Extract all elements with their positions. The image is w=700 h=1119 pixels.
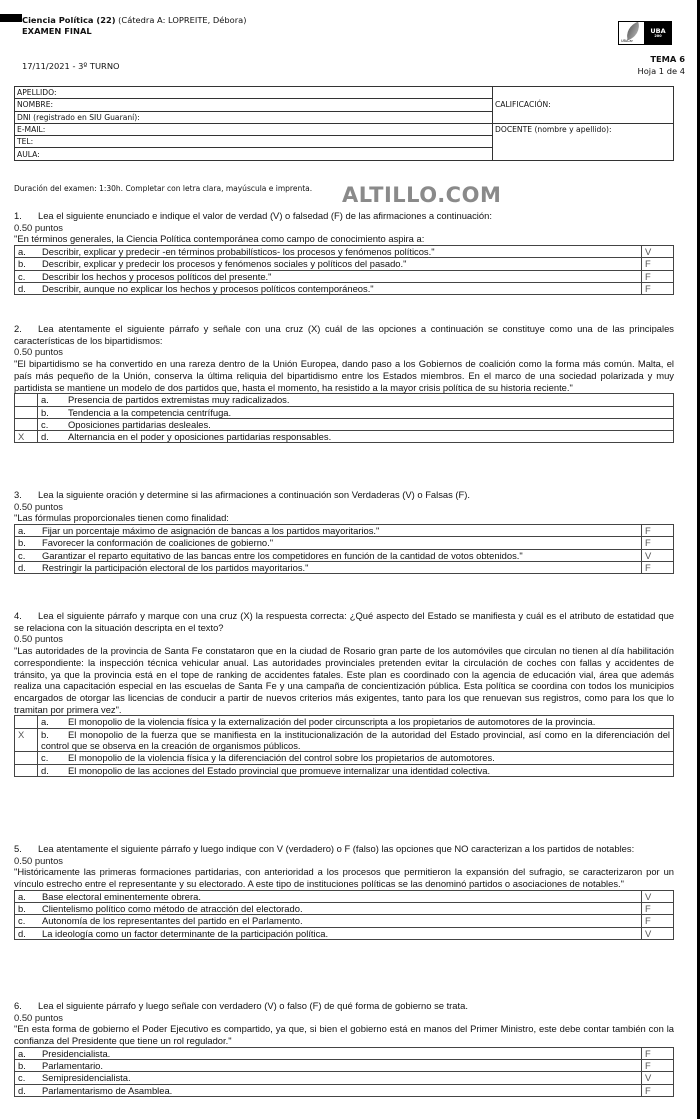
uba-200-badge: UBA 200 (645, 22, 671, 44)
answer-cell[interactable]: F (642, 915, 674, 927)
mark-cell[interactable] (15, 418, 38, 430)
answer-cell[interactable]: V (642, 890, 674, 902)
answer-cell[interactable]: F (642, 525, 674, 537)
question-passage: "En términos generales, la Ciencia Política contemporánea como campo de conocimiento aspira a: (14, 233, 425, 245)
option-row: c. Autonomía de los representantes del partido en el Parlamento. F (15, 915, 674, 927)
uba-logo (618, 21, 672, 45)
option-row: d. Describir, aunque no explicar los hechos y procesos políticos contemporáneos." F (15, 283, 674, 295)
mark-cell[interactable]: X (15, 728, 38, 752)
question-points: 0.50 puntos (14, 1011, 63, 1023)
page-count: Hoja 1 de 4 (637, 66, 685, 76)
question-points: 0.50 puntos (14, 221, 63, 233)
option-row: a. Presencia de partidos extremistas muy radicalizados. (15, 394, 674, 406)
field-tel[interactable]: TEL: (15, 136, 493, 148)
question-prompt: 6. Lea el siguiente párrafo y luego señale con verdadero (V) o falso (F) de qué forma de gobierno se trata. (14, 1000, 468, 1011)
question-prompt: 1. Lea el siguiente enunciado e indique el valor de verdad (V) o falsedad (F) de las afirmaciones a continuación: (14, 210, 492, 221)
option-row: a. Base electoral eminentemente obrera. V (15, 890, 674, 902)
option-row: c. Oposiciones partidarias desleales. (15, 418, 674, 430)
field-nombre[interactable]: NOMBRE: (15, 99, 493, 111)
student-info-form (14, 86, 674, 161)
mark-cell[interactable] (15, 764, 38, 776)
option-row: b. Clientelismo político como método de atracción del electorado. F (15, 903, 674, 915)
option-row: a. Presidencialista. F (15, 1047, 674, 1059)
option-row: d. El monopolio de las acciones del Estado provincial que promueve internalizar una identidad colectiva. (15, 764, 674, 776)
field-aula[interactable]: AULA: (15, 148, 493, 160)
question-1 (14, 210, 674, 295)
option-row: a. Describir, explicar y predecir -en términos probabilísticos- los procesos y fenómenos políticos." V (15, 246, 674, 258)
question-points: 0.50 puntos (14, 633, 63, 645)
mark-cell[interactable] (15, 394, 38, 406)
question-points: 0.50 puntos (14, 854, 63, 866)
question-6 (14, 1000, 674, 1097)
exam-title: EXAMEN FINAL (22, 26, 92, 36)
answer-cell[interactable]: F (642, 258, 674, 270)
answer-cell[interactable]: V (642, 549, 674, 561)
options-table (14, 524, 674, 574)
question-passage: "Las autoridades de la provincia de Santa Fe constataron que en la ciudad de Rosario gran parte de los automóviles que circulan no tienen al día habilitación correspondiente: la inspección técnica vehicular anual. Las autoridades provinciales pretenden evitar la circulación de coches con fallas y accidentes de tránsito, ya que la provincia está en el tope de ranking de accidentes fatales. Este plan es coordinado con la agencia de educación vial, área que además realiza una capacitación especial en las escuelas de Santa Fe y una campaña de concientización pública. Esta política se coordina con todos los municipios encargados de otorgar las licencias de conducir a partir de nuevos criterios más exigentes, tanto para los que renuevan sus registros, como para los que lo tramitan por primera vez". (14, 645, 674, 715)
course-chair: (Cátedra A: LOPREITE, Débora) (115, 15, 247, 25)
option-row: c. Garantizar el reparto equitativo de las bancas entre los competidores en función de la cantidad de votos obtenidos." V (15, 549, 674, 561)
question-passage: "Históricamente las primeras formaciones partidarias, con anterioridad a los procesos que permitieron la expansión del sufragio, se caracterizaron por un vínculo estrecho entre el representante y su electorado. A este tipo de instituciones políticas se las denominó partidos o asociaciones de notables." (14, 866, 674, 890)
option-row: d. Restringir la participación electoral de los partidos mayoritarios." F (15, 562, 674, 574)
answer-cell[interactable]: F (642, 562, 674, 574)
options-table (14, 245, 674, 295)
answer-cell[interactable]: V (642, 246, 674, 258)
options-table (14, 1047, 674, 1097)
answer-cell[interactable]: F (642, 1060, 674, 1072)
option-row: a. Fijar un porcentaje máximo de asignación de bancas a los partidos mayoritarios." F (15, 525, 674, 537)
mark-cell[interactable] (15, 406, 38, 418)
option-row: b. Tendencia a la competencia centrífuga. (15, 406, 674, 418)
answer-cell[interactable]: V (642, 927, 674, 939)
field-email[interactable]: E-MAIL: (15, 123, 493, 135)
options-table (14, 715, 674, 776)
option-row: c. Describir los hechos y procesos políticos del presente." F (15, 270, 674, 282)
option-row: c. Semipresidencialista. V (15, 1072, 674, 1084)
question-prompt: 5. Lea atentamente el siguiente párrafo y luego indique con V (verdadero) o F (falso) las opciones que NO caracterizan a los partidos de notables: (14, 843, 635, 854)
exam-date-turn: 17/11/2021 - 3º TURNO (22, 61, 120, 71)
option-row: c. El monopolio de la violencia física y la diferenciación del control sobre los propietarios de automotores. (15, 752, 674, 764)
leaf-icon: UBA.ar (619, 22, 645, 44)
tema-label: TEMA 6 (650, 54, 685, 64)
answer-cell[interactable]: F (642, 537, 674, 549)
mark-cell[interactable] (15, 752, 38, 764)
watermark: ALTILLO.COM (342, 183, 502, 207)
question-points: 0.50 puntos (14, 346, 63, 358)
question-passage: "En esta forma de gobierno el Poder Ejecutivo es compartido, ya que, si bien el gobierno está en manos del Primer Ministro, este debe contar también con la confianza del Presidente que tiene un rol regulador." (14, 1023, 674, 1047)
field-calificacion[interactable]: CALIFICACIÓN: (493, 87, 674, 124)
answer-cell[interactable]: F (642, 283, 674, 295)
answer-cell[interactable]: F (642, 1047, 674, 1059)
question-points: 0.50 puntos (14, 500, 63, 512)
options-table (14, 393, 674, 443)
course-title (22, 15, 246, 25)
field-dni[interactable]: DNI (registrado en SIU Guaraní): (15, 111, 493, 123)
question-prompt: 4. Lea el siguiente párrafo y marque con una cruz (X) la respuesta correcta: ¿Qué aspecto del Estado se manifiesta y cuál es el atributo de estatidad que se relaciona con la situación descripta en el texto? (14, 610, 674, 633)
question-prompt: 3. Lea la siguiente oración y determine si las afirmaciones a continuación son Verdaderas (V) o Falsas (F). (14, 489, 470, 500)
answer-cell[interactable]: F (642, 1084, 674, 1096)
question-5 (14, 843, 674, 940)
exam-instructions: Duración del examen: 1:30h. Completar con letra clara, mayúscula e imprenta. (14, 184, 313, 193)
answer-cell[interactable]: F (642, 270, 674, 282)
mark-cell[interactable] (15, 716, 38, 728)
option-row: b. Parlamentario. F (15, 1060, 674, 1072)
option-row: d. Parlamentarismo de Asamblea. F (15, 1084, 674, 1096)
answer-cell[interactable]: V (642, 1072, 674, 1084)
question-passage: "Las fórmulas proporcionales tienen como finalidad: (14, 512, 229, 524)
answer-cell[interactable]: F (642, 903, 674, 915)
course-name: Ciencia Política (22) (22, 15, 116, 25)
mark-cell[interactable]: X (15, 431, 38, 443)
options-table (14, 890, 674, 940)
question-2 (14, 323, 674, 443)
question-passage: "El bipartidismo se ha convertido en una rareza dentro de la Unión Europea, dando paso a los Gobiernos de coalición como la forma más común. Malta, el país más pequeño de la Unión, conserva la última reliquia del bipartidismo entre los Estados miembros. En el marco de una sociedad polarizada y muy partidista se mantiene un modelo de dos partidos que, hasta el momento, ha resistido a la mayor crisis política de su historia reciente." (14, 358, 674, 393)
question-3 (14, 489, 674, 574)
option-row: X b. El monopolio de la fuerza que se manifiesta en la institucionalización de la autoridad del Estado provincial, así como en la diferenciación del control que se observa en la creación de organismos públicos. (15, 728, 674, 752)
option-row: b. Favorecer la conformación de coaliciones de gobierno." F (15, 537, 674, 549)
option-row: a. El monopolio de la violencia física y la externalización del poder circunscripta a los propietarios de automotores de la provincia. (15, 716, 674, 728)
option-row: d. La ideología como un factor determinante de la participación política. V (15, 927, 674, 939)
field-docente[interactable]: DOCENTE (nombre y apellido): (493, 123, 674, 160)
option-row: b. Describir, explicar y predecir los procesos y fenómenos sociales y políticos del pasado." F (15, 258, 674, 270)
question-4 (14, 610, 674, 777)
field-apellido[interactable]: APELLIDO: (15, 87, 493, 99)
redaction-block (0, 14, 22, 22)
question-prompt: 2. Lea atentamente el siguiente párrafo y señale con una cruz (X) cuál de las opciones a continuación se constituye como una de las principales características de los bipartidismos: (14, 323, 674, 346)
option-row: X d. Alternancia en el poder y oposiciones partidarias responsables. (15, 431, 674, 443)
